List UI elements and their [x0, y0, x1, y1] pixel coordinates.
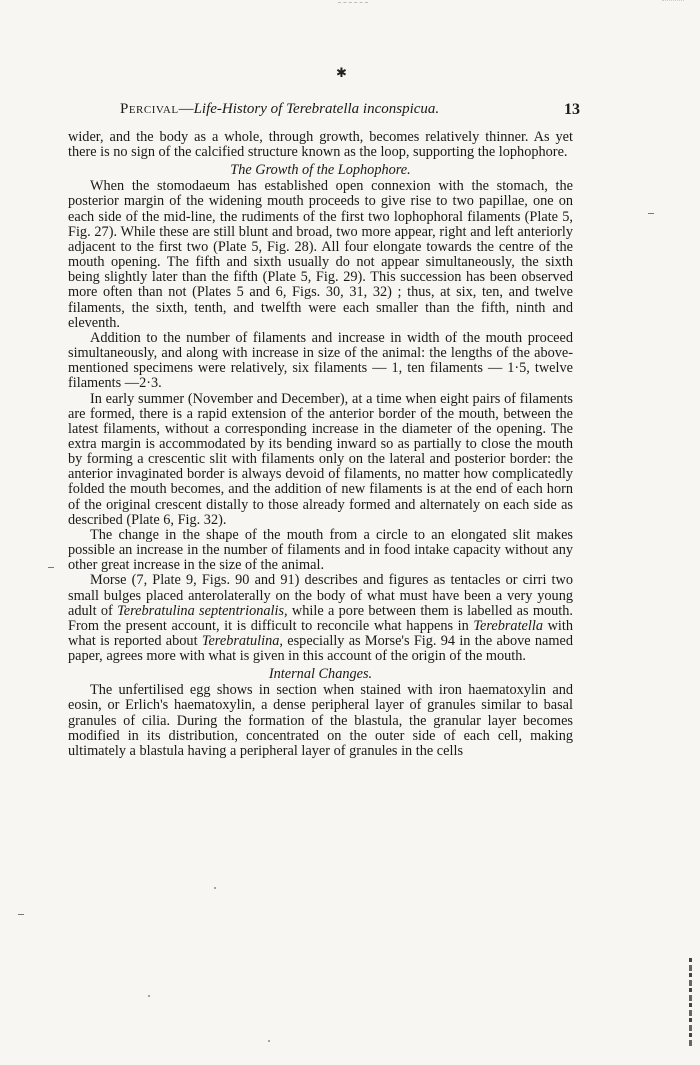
text-run: especially as Morse's Fig. 94 in the above named paper, agrees more with what is given in this account of the origin of the mouth.: [68, 633, 573, 665]
paragraph-mouth-shape: The change in the shape of the mouth from a circle to an elongated slit makes possible an increase in the number of filaments and in food intake capacity without any other great increase in the size of the animal.: [68, 526, 573, 574]
scan-edge-artifact: [689, 958, 692, 1048]
scan-artifact-corner: [662, 0, 684, 3]
paragraph-mouth-width: Addition to the number of filaments and increase in width of the mouth proceed simultaneously, and along with increase in size of the animal: the lengths of the above-mentioned specimens were relatively, six filaments — 1, ten filaments — 1·5, twelve filaments —2·3.: [68, 329, 573, 392]
margin-mark: [648, 213, 654, 214]
text-run: with what is reported about: [68, 617, 573, 649]
margin-mark: [18, 914, 24, 915]
genus-name: Terebratella: [473, 617, 543, 634]
page-number: 13: [564, 101, 580, 118]
paragraph-unfertilised-egg: The unfertilised egg shows in section when stained with iron haematoxylin and eosin, or Erlich's haematoxylin, a dense peripheral layer of granules similar to basal granules of cilia. During the formation of the blastula, the granular layer becomes modified in its distribution, concentrated on the outer side of each cell, making ultimately a blastula having a peripheral layer of granules in the cells: [68, 682, 573, 759]
scan-speck: [148, 995, 150, 997]
running-head-author: Percival: [120, 101, 179, 117]
section-heading-internal-changes: Internal Changes.: [268, 666, 373, 683]
scan-speck: [268, 1040, 270, 1042]
running-head-separator: —: [178, 101, 194, 117]
text-run: while a pore between them is labelled as mouth. From the present account, it is difficult to reconcile what happens in: [68, 602, 573, 634]
scan-artifact-top: [338, 2, 368, 4]
paragraph-continuation: wider, and the body as a whole, through growth, becomes relatively thinner. As yet there is no sign of the calcified structure known as the loop, supporting the lophophore.: [68, 129, 573, 161]
text-run: Morse (7, Plate 9, Figs. 90 and 91) describes and figures as tentacles or cirri two small bulges placed anterolaterally on the body of what must have been a very young adult of: [68, 572, 573, 619]
section-heading-lophophore: The Growth of the Lophophore.: [230, 162, 411, 179]
paragraph-lophophore-filaments: When the stomodaeum has established open connexion with the stomach, the posterior margin of the widening mouth proceeds to give rise to two papillae, one on each side of the mid-line, the rudiments of the first two lophophoral filaments (Plate 5, Fig. 27). While these are still blunt and broad, two more appear, right and left anteriorly adjacent to the first two (Plate 5, Fig. 28). All four elongate towards the centre of the mouth opening. The fifth and sixth usually do not appear simultaneously, the sixth being slightly later than the fifth (Plate 5, Fig. 29). This succession has been observed more often than not (Plates 5 and 6, Figs. 30, 31, 32) ; thus, at six, ten, and twelve filaments, the sixth, tenth, and twelfth were each smaller than the fifth, ninth and eleventh.: [68, 178, 573, 331]
body-text: [68, 130, 573, 759]
species-name: Terebratulina septentrionalis,: [117, 602, 288, 619]
running-head-title: Life-History of Terebratella inconspicua.: [193, 101, 440, 117]
genus-name: Terebratulina,: [201, 633, 283, 649]
scan-speck: [214, 887, 216, 889]
ornament-icon: ✱: [336, 66, 347, 81]
paragraph-morse: [68, 573, 573, 664]
running-head: [120, 101, 580, 123]
paragraph-early-summer: In early summer (November and December), at a time when eight pairs of filaments are formed, there is a rapid extension of the anterior border of the mouth, between the latest filaments, without a corresponding increase in the diameter of the opening. The extra margin is accommodated by its bending inward so as partially to close the mouth by forming a crescentic slit with filaments only on the lateral and posterior border: the anterior invaginated border is always devoid of filaments, no matter how complicatedly folded the mouth becomes, and the addition of new filaments is at the end of each horn of the original crescent distally to those already formed and alternately on each side as described (Plate 6, Fig. 32).: [68, 390, 573, 528]
margin-mark: [48, 567, 54, 568]
